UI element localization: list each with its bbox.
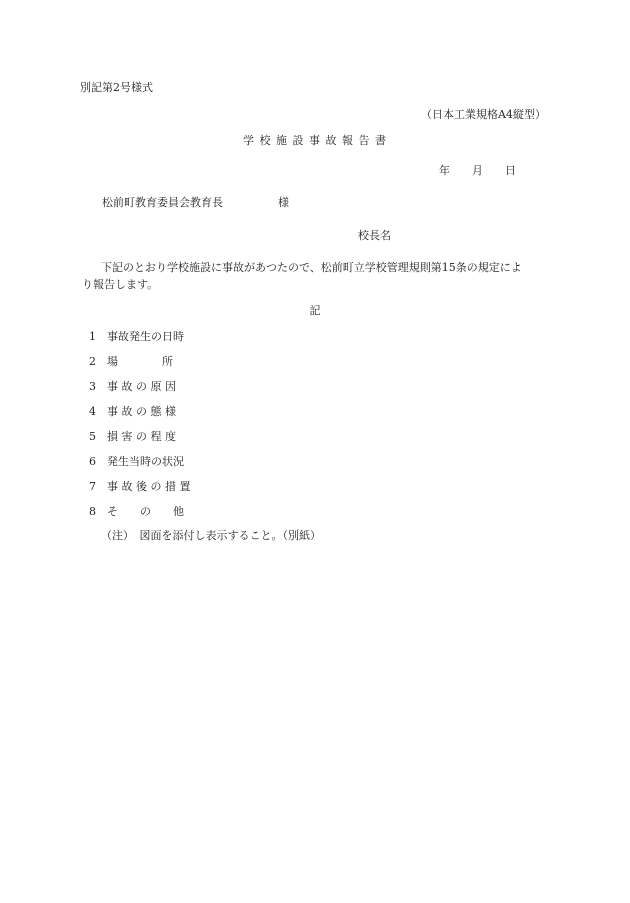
list-item xyxy=(89,505,184,519)
body-line-1: 下記のとおり学校施設に事故があつたので、松前町立学校管理規則第15条の規定によ xyxy=(101,261,522,274)
list-item xyxy=(89,330,184,344)
list-item xyxy=(89,405,176,419)
list-item xyxy=(89,480,190,494)
item-label: 発生当時の状況 xyxy=(107,455,184,468)
body-line-2: り報告します。 xyxy=(82,278,159,291)
item-number: 1 xyxy=(89,330,96,343)
list-item xyxy=(89,355,173,369)
note-text: （注） 図面を添付し表示すること。（別紙） xyxy=(101,529,321,542)
addressee-line: 松前町教育委員会教育長 様 xyxy=(102,196,289,209)
report-body-text xyxy=(82,259,552,293)
item-label: 場 所 xyxy=(107,355,173,368)
item-number: 3 xyxy=(89,380,96,393)
item-number: 2 xyxy=(89,355,96,368)
form-number: 別記第2号様式 xyxy=(80,81,153,94)
date-line: 年 月 日 xyxy=(439,164,516,177)
item-number: 7 xyxy=(89,480,96,493)
list-item xyxy=(89,455,184,469)
list-item xyxy=(89,380,176,394)
document-title: 学 校 施 設 事 故 報 告 書 xyxy=(243,134,387,147)
item-number: 6 xyxy=(89,455,96,468)
item-number: 4 xyxy=(89,405,96,418)
principal-name-label: 校長名 xyxy=(358,229,391,242)
item-label: そ の 他 xyxy=(107,505,184,518)
item-number: 8 xyxy=(89,505,96,518)
list-item xyxy=(89,430,176,444)
item-label: 損 害 の 程 度 xyxy=(107,430,176,443)
item-number: 5 xyxy=(89,430,96,443)
item-label: 事 故 後 の 措 置 xyxy=(107,480,191,493)
item-label: 事故発生の日時 xyxy=(107,330,184,343)
paper-size-note: （日本工業規格A4縦型） xyxy=(421,108,546,121)
item-label: 事 故 の 態 様 xyxy=(107,405,176,418)
item-label: 事 故 の 原 因 xyxy=(107,380,176,393)
ki-heading: 記 xyxy=(309,304,321,317)
